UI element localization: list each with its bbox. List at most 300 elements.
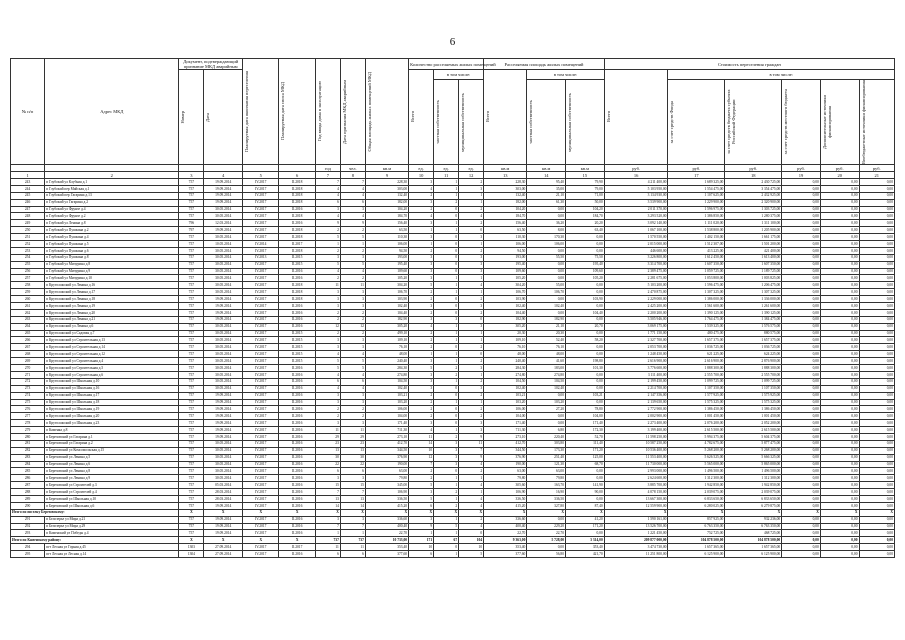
- table-cell: 4: [459, 482, 484, 489]
- table-cell: 30.05.2014: [204, 234, 243, 241]
- table-cell: 19.09.2014: [204, 427, 243, 434]
- table-cell: 3: [409, 275, 434, 282]
- table-cell: 2: [409, 399, 434, 406]
- table-cell: 3 226 800,00: [604, 254, 668, 261]
- table-cell: 16,90: [527, 489, 566, 496]
- table-cell: 400,40: [484, 523, 527, 530]
- table-cell: 257: [11, 275, 45, 282]
- table-cell: 0,00: [782, 227, 821, 234]
- table-cell: 2: [459, 296, 484, 303]
- table-cell: IV.2017: [243, 275, 279, 282]
- table-cell: 1 554 475,00: [668, 185, 725, 192]
- table-cell: 11 553 400,00: [604, 454, 668, 461]
- table-cell: 1: [434, 220, 459, 227]
- table-cell: 249: [11, 220, 45, 227]
- table-cell: 0,00: [859, 316, 894, 323]
- table-cell: 757: [179, 378, 204, 385]
- table-cell: 0,00: [820, 365, 859, 372]
- table-cell: 109,60: [484, 268, 527, 275]
- table-cell: 1: [434, 351, 459, 358]
- table-cell: X: [204, 509, 243, 516]
- table-cell: 1 261 600,00: [725, 303, 782, 310]
- table-cell: 13 667 300,00: [604, 495, 668, 502]
- table-cell: 6: [409, 551, 434, 558]
- table-cell: 757: [179, 179, 204, 186]
- table-cell: 30.05.2014: [204, 358, 243, 365]
- table-cell: 0,00: [782, 385, 821, 392]
- table-cell: 2 430 725,00: [725, 179, 782, 186]
- table-cell: X: [484, 509, 527, 516]
- table-cell: 3 474 730,00: [604, 544, 668, 551]
- table-cell: 1 111 020,00: [668, 220, 725, 227]
- table-cell: п Глубокий ул Пушкина д.8: [45, 254, 179, 261]
- table-cell: 14: [315, 502, 340, 509]
- table-cell: 3: [459, 420, 484, 427]
- table-cell: 2: [409, 192, 434, 199]
- table-cell: II.2016: [279, 268, 315, 275]
- table-cell: 228,30: [365, 179, 408, 186]
- table-cell: 1 001 450,00: [668, 413, 725, 420]
- table-cell: 4: [459, 495, 484, 502]
- table-cell: 303,80: [527, 440, 566, 447]
- table-cell: 0,00: [859, 234, 894, 241]
- table-cell: II.2016: [279, 309, 315, 316]
- table-cell: п Глубокий пер Гагарина д.13: [45, 192, 179, 199]
- table-cell: 1 657 365,00: [725, 544, 782, 551]
- table-cell: 5: [409, 282, 434, 289]
- table-cell: 48,00: [365, 351, 408, 358]
- table-cell: 27.09.2014: [204, 551, 243, 558]
- table-cell: 1 107 350,00: [668, 385, 725, 392]
- table-cell: 2: [409, 206, 434, 213]
- table-cell: 5: [340, 358, 365, 365]
- table-cell: п Крутоложский ул Ленина д.17: [45, 289, 179, 296]
- table-cell: п Березовский ул Строителей д.3: [45, 482, 179, 489]
- table-cell: 0,00: [859, 303, 894, 310]
- table-cell: 0,00: [782, 482, 821, 489]
- table-cell: 109,10: [365, 337, 408, 344]
- table-cell: 0,00: [859, 406, 894, 413]
- table-cell: 19.09.2014: [204, 192, 243, 199]
- col-rooms-municipal: муниципальная собственность: [459, 80, 484, 165]
- table-cell: 1 312 300,00: [668, 475, 725, 482]
- table-cell: 182,90: [365, 316, 408, 323]
- table-cell: 4: [340, 385, 365, 392]
- table-cell: 3 314,00: [566, 537, 605, 544]
- table-cell: 271: [11, 371, 45, 378]
- table-cell: 1 575 925,00: [725, 392, 782, 399]
- table-cell: 4 078 150,00: [604, 489, 668, 496]
- table-cell: 3: [315, 475, 340, 482]
- table-cell: IV.2017: [243, 344, 279, 351]
- table-cell: 244: [11, 185, 45, 192]
- table-cell: 0,00: [566, 282, 605, 289]
- table-cell: 757: [179, 495, 204, 502]
- table-cell: 2 273 400,00: [604, 420, 668, 427]
- table-cell: II.2018: [279, 234, 315, 241]
- table-cell: 0,00: [782, 392, 821, 399]
- table-cell: 3: [340, 392, 365, 399]
- table-row: [11, 544, 895, 551]
- table-cell: 1: [340, 530, 365, 537]
- table-cell: 0,00: [782, 220, 821, 227]
- table-cell: 30.05.2014: [204, 206, 243, 213]
- table-cell: 102,40: [365, 303, 408, 310]
- table-cell: II.2018: [279, 192, 315, 199]
- table-cell: 2: [459, 309, 484, 316]
- table-cell: 4 211 400,00: [604, 179, 668, 186]
- table-cell: 30.05.2014: [204, 378, 243, 385]
- table-cell: 12 559 900,00: [604, 502, 668, 509]
- table-cell: 20,30: [484, 330, 527, 337]
- table-cell: 1 575 325,00: [725, 399, 782, 406]
- table-cell: 156,40: [484, 220, 527, 227]
- table-cell: 327,80: [527, 502, 566, 509]
- table-cell: 752 725,00: [668, 530, 725, 537]
- table-cell: 20,70: [566, 323, 605, 330]
- table-cell: 1 036 725,00: [668, 344, 725, 351]
- table-cell: п Крутоложский ул Строительная д.12: [45, 351, 179, 358]
- table-cell: 0,00: [859, 227, 894, 234]
- table-cell: 1 311 100,00: [725, 220, 782, 227]
- table-row: [11, 358, 895, 365]
- table-cell: 0,00: [859, 523, 894, 530]
- table-cell: 0,00: [782, 551, 821, 558]
- table-cell: 757: [179, 234, 204, 241]
- table-cell: 757: [179, 468, 204, 475]
- table-cell: 0,00: [782, 378, 821, 385]
- table-cell: 29: [315, 433, 340, 440]
- table-cell: 3: [459, 365, 484, 372]
- table-cell: 3: [315, 399, 340, 406]
- table-cell: 30.05.2014: [204, 282, 243, 289]
- table-cell: 30.05.2014: [204, 344, 243, 351]
- table-cell: 757: [179, 530, 204, 537]
- table-cell: 229,20: [527, 523, 566, 530]
- table-cell: 6: [409, 502, 434, 509]
- table-cell: 336,50: [527, 495, 566, 502]
- col-cost-total: Всего: [604, 70, 668, 165]
- table-cell: 106,90: [484, 489, 527, 496]
- table-cell: 797: [179, 227, 204, 234]
- table-cell: 6: [315, 551, 340, 558]
- table-row: [11, 461, 895, 468]
- table-cell: 303,00: [365, 185, 408, 192]
- table-cell: 412,70: [365, 440, 408, 447]
- table-cell: 757: [179, 199, 204, 206]
- table-cell: 104,20: [484, 206, 527, 213]
- table-cell: 30.05.2014: [204, 323, 243, 330]
- table-cell: 3: [409, 385, 434, 392]
- table-row: [11, 385, 895, 392]
- table-cell: 0,00: [859, 282, 894, 289]
- table-cell: 285: [11, 468, 45, 475]
- table-cell: 3: [315, 420, 340, 427]
- col-plan-date: Планируемая дата окончания переселения: [243, 59, 279, 165]
- table-cell: 23: [340, 440, 365, 447]
- table-cell: 3: [409, 489, 434, 496]
- table-cell: 193,00: [484, 254, 527, 261]
- table-cell: IV.2017: [243, 206, 279, 213]
- table-cell: 0: [459, 316, 484, 323]
- table-cell: 796: [179, 220, 204, 227]
- table-cell: IV.2017: [243, 413, 279, 420]
- table-cell: 3: [459, 323, 484, 330]
- table-cell: 1 001 450,00: [725, 413, 782, 420]
- table-cell: IV.2017: [243, 468, 279, 475]
- table-cell: 0: [434, 241, 459, 248]
- table-cell: 1: [459, 275, 484, 282]
- units-row: год чел. кв.м ед. ед. ед. кв.м кв.м кв.м руб. руб. руб. руб. руб. руб.: [11, 165, 895, 172]
- table-cell: 0,00: [782, 454, 821, 461]
- table-cell: 757: [179, 447, 204, 454]
- table-cell: 757: [179, 523, 204, 530]
- table-cell: п Крутоложский ул Строительная д.13: [45, 337, 179, 344]
- table-cell: IV.2017: [243, 220, 279, 227]
- table-cell: 293: [11, 530, 45, 537]
- table-cell: IV.2017: [243, 296, 279, 303]
- table-cell: 737: [340, 537, 365, 544]
- table-row: [11, 454, 895, 461]
- table-cell: 246: [11, 199, 45, 206]
- table-cell: 0: [434, 234, 459, 241]
- table-cell: 3: [409, 371, 434, 378]
- table-cell: 0,00: [566, 303, 605, 310]
- table-cell: п Крутоложский ул Ленина д.6: [45, 323, 179, 330]
- table-cell: 156,40: [365, 220, 408, 227]
- table-cell: 30.05.2014: [204, 351, 243, 358]
- table-cell: 0,00: [782, 330, 821, 337]
- table-cell: 28.03.2014: [204, 495, 243, 502]
- resettlement-table-sheet: [10, 58, 895, 558]
- table-cell: 79,90: [566, 179, 605, 186]
- table-cell: 295: [11, 551, 45, 558]
- table-cell: 3: [459, 427, 484, 434]
- table-cell: 2: [340, 406, 365, 413]
- table-cell: 90,00: [566, 489, 605, 496]
- table-cell: 1 189 725,00: [725, 268, 782, 275]
- table-cell: 0,00: [820, 378, 859, 385]
- table-cell: 79,80: [527, 475, 566, 482]
- table-cell: 265: [11, 330, 45, 337]
- table-cell: 2 389 475,00: [604, 268, 668, 275]
- table-cell: 1: [315, 241, 340, 248]
- table-cell: 198,80: [566, 358, 605, 365]
- table-cell: 0,00: [782, 440, 821, 447]
- table-cell: 182,00: [365, 199, 408, 206]
- table-cell: 0,00: [820, 475, 859, 482]
- table-cell: 0,00: [859, 537, 894, 544]
- table-cell: 104,50: [484, 378, 527, 385]
- table-cell: 621 225,00: [668, 351, 725, 358]
- table-cell: 5: [409, 495, 434, 502]
- table-cell: 0,00: [859, 502, 894, 509]
- table-cell: 102,40: [365, 385, 408, 392]
- table-cell: 0,00: [820, 399, 859, 406]
- table-cell: 75,50: [566, 254, 605, 261]
- table-cell: 102,40: [527, 303, 566, 310]
- table-cell: 0: [434, 344, 459, 351]
- table-cell: 13 526 700,00: [604, 523, 668, 530]
- col-total-area: Общая площадь жилых помещений МКД: [365, 59, 408, 165]
- table-cell: 2: [315, 247, 340, 254]
- table-cell: 103,90: [484, 296, 527, 303]
- table-cell: IV.2017: [243, 358, 279, 365]
- table-cell: II.2016: [279, 365, 315, 372]
- table-cell: 2: [409, 296, 434, 303]
- table-cell: 7: [459, 447, 484, 454]
- table-cell: 0,00: [527, 544, 566, 551]
- table-cell: 2: [459, 392, 484, 399]
- table-cell: 2 214 700,00: [604, 385, 668, 392]
- table-cell: 4: [315, 268, 340, 275]
- col-cost-region: за счет средств бюджета субъекта Российской Федерации: [725, 80, 782, 165]
- table-cell: 95,40: [527, 179, 566, 186]
- table-cell: 0,00: [782, 303, 821, 310]
- table-cell: 5: [315, 261, 340, 268]
- table-cell: 0,00: [566, 316, 605, 323]
- table-cell: 6 833 650,00: [668, 495, 725, 502]
- table-cell: 273,10: [484, 433, 527, 440]
- table-cell: 19.09.2014: [204, 420, 243, 427]
- table-row: [11, 179, 895, 186]
- table-cell: 3: [340, 289, 365, 296]
- table-cell: 2: [409, 337, 434, 344]
- table-cell: 294: [11, 544, 45, 551]
- table-cell: II.2015: [279, 351, 315, 358]
- table-cell: 1 657 375,00: [725, 337, 782, 344]
- table-cell: 10 733,00: [365, 537, 408, 544]
- table-cell: 353,40: [365, 544, 408, 551]
- table-cell: 2 281 675,00: [604, 275, 668, 282]
- table-cell: 3 293 520,00: [604, 213, 668, 220]
- table-cell: 0,00: [859, 420, 894, 427]
- table-cell: 1 657 365,00: [668, 544, 725, 551]
- col-no: № п/п: [11, 59, 45, 165]
- table-cell: 0,00: [859, 482, 894, 489]
- table-cell: 240,40: [365, 358, 408, 365]
- table-cell: 0,00: [782, 544, 821, 551]
- table-cell: 11: [315, 427, 340, 434]
- table-cell: IV.2017: [243, 502, 279, 509]
- table-row: [11, 551, 895, 558]
- table-cell: 757: [179, 275, 204, 282]
- table-cell: 106,00: [484, 406, 527, 413]
- table-cell: 757: [179, 309, 204, 316]
- table-cell: 19.09.2014: [204, 199, 243, 206]
- table-cell: X: [782, 509, 821, 516]
- table-cell: 880 575,00: [725, 330, 782, 337]
- table-cell: 757: [179, 261, 204, 268]
- table-cell: 0,00: [782, 261, 821, 268]
- table-cell: 30.05.2014: [204, 440, 243, 447]
- table-cell: IV.2017: [243, 268, 279, 275]
- table-cell: 3: [409, 199, 434, 206]
- table-cell: 19.09.2014: [204, 309, 243, 316]
- table-cell: 4: [315, 385, 340, 392]
- table-cell: 19.09.2014: [204, 523, 243, 530]
- table-cell: 757: [179, 282, 204, 289]
- table-cell: II.2018: [279, 296, 315, 303]
- table-cell: 0: [434, 406, 459, 413]
- table-cell: 104,20: [365, 206, 408, 213]
- table-cell: 2: [459, 468, 484, 475]
- table-cell: IV.2017: [243, 454, 279, 461]
- table-cell: 6,80: [527, 427, 566, 434]
- table-cell: 4: [340, 351, 365, 358]
- table-cell: 0,00: [820, 482, 859, 489]
- table-cell: 2: [459, 179, 484, 186]
- table-cell: 1: [315, 530, 340, 537]
- table-cell: 2 555 700,00: [725, 371, 782, 378]
- table-cell: 5: [315, 358, 340, 365]
- table-cell: 2: [340, 316, 365, 323]
- table-cell: 182,00: [484, 199, 527, 206]
- table-cell: 243: [11, 179, 45, 186]
- table-cell: 19.09.2014: [204, 433, 243, 440]
- table-cell: 412,70: [484, 440, 527, 447]
- table-cell: 0,00: [566, 330, 605, 337]
- table-cell: 15: [340, 482, 365, 489]
- table-row: [11, 365, 895, 372]
- table-cell: 757: [179, 440, 204, 447]
- table-cell: 1 496 500,00: [668, 468, 725, 475]
- table-cell: X: [527, 509, 566, 516]
- table-cell: 0,00: [782, 413, 821, 420]
- table-cell: п Глубокий ул Клубная д.1: [45, 179, 179, 186]
- table-cell: 757: [179, 316, 204, 323]
- table-cell: 109,60: [365, 268, 408, 275]
- table-cell: 106,90: [365, 489, 408, 496]
- table-cell: 19.09.2014: [204, 185, 243, 192]
- table-cell: 0,00: [566, 399, 605, 406]
- table-cell: 2 470 875,00: [604, 289, 668, 296]
- table-cell: 36,20: [527, 220, 566, 227]
- table-cell: IV.2017: [243, 482, 279, 489]
- table-cell: II.2018: [279, 185, 315, 192]
- table-cell: п Крутоложский ул Строительная д.5: [45, 365, 179, 372]
- table-cell: 94,50: [484, 247, 527, 254]
- table-cell: 0,00: [820, 337, 859, 344]
- table-cell: 2: [340, 330, 365, 337]
- table-cell: 2: [409, 468, 434, 475]
- table-cell: 5 728,00: [527, 537, 566, 544]
- table-cell: 0,00: [527, 413, 566, 420]
- table-cell: 3: [409, 516, 434, 523]
- table-cell: 171,40: [365, 420, 408, 427]
- table-cell: II.2018: [279, 282, 315, 289]
- table-row: [11, 427, 895, 434]
- table-cell: IV.2017: [243, 213, 279, 220]
- table-row: [11, 475, 895, 482]
- table-cell: 757: [179, 433, 204, 440]
- table-cell: 1 205 900,00: [725, 227, 782, 234]
- table-row: [11, 433, 895, 440]
- table-cell: п Березовский ул Ленина д.5: [45, 454, 179, 461]
- table-cell: II.2016: [279, 461, 315, 468]
- table-cell: 0,00: [566, 530, 605, 537]
- table-cell: 27.09.2014: [204, 544, 243, 551]
- table-cell: 0,00: [859, 433, 894, 440]
- table-cell: 3: [409, 254, 434, 261]
- table-cell: 12: [409, 454, 434, 461]
- table-cell: II.2016: [279, 275, 315, 282]
- table-cell: 499,10: [365, 330, 408, 337]
- table-cell: 252: [11, 241, 45, 248]
- table-cell: 63,00: [527, 468, 566, 475]
- table-cell: 2: [434, 371, 459, 378]
- table-cell: 1: [434, 337, 459, 344]
